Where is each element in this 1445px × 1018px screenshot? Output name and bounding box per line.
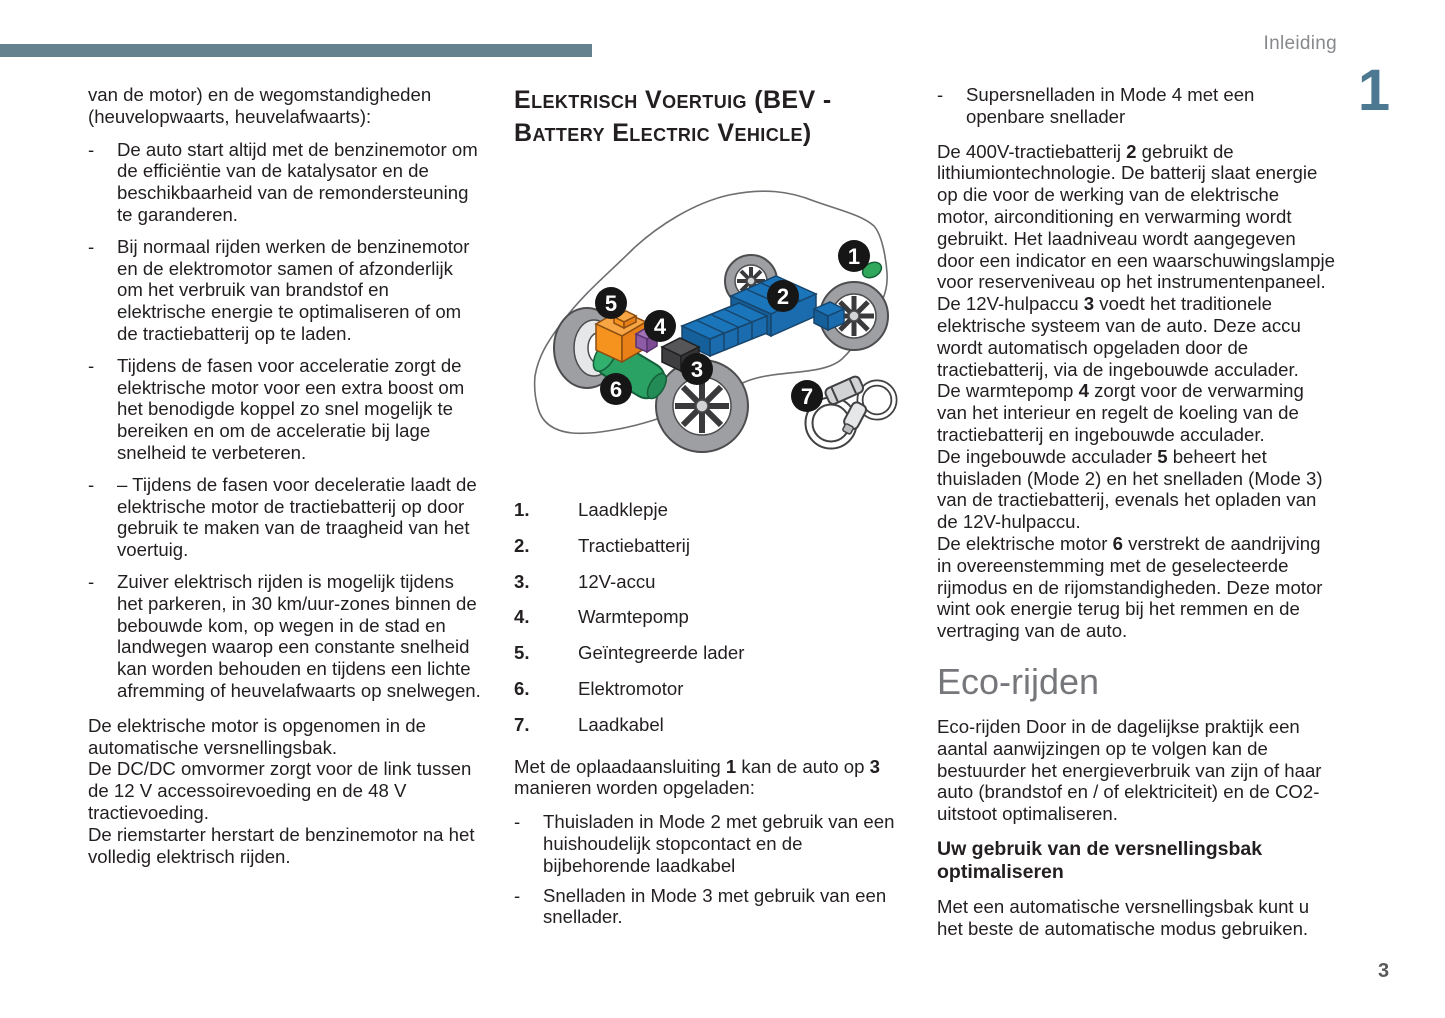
charging-cable-part [809,375,894,445]
bullet-text: De auto start altijd met de benzinemotor om de efficiëntie van de katalysator en de beschikbaarheid van de remondersteuning te garanderen. [117,138,478,225]
section-header: Inleiding [1263,33,1337,54]
svg-text:5: 5 [604,291,618,316]
badge-1 [838,240,870,272]
svg-text:2: 2 [776,284,790,309]
paragraph: De DC/DC omvormer zorgt voor de link tussen de 12 V accessoirevoeding en de 48 V tractievoeding. [88,758,472,823]
bullet-item [514,811,914,876]
badge-3 [681,353,713,385]
bullet-text: Supersnelladen in Mode 4 met een openbare snellader [966,84,1255,127]
bullet-marker: - [88,473,95,495]
page-number: 3 [1378,960,1390,982]
badge-2 [767,280,799,312]
legend-label: Elektromotor [578,677,684,699]
section-title-line2: Battery Electric Vehicle) [514,119,812,147]
bullet-text: Thuisladen in Mode 2 met gebruik van een huishoudelijk stopcontact en de bijbehorende laadkabel [543,811,895,876]
bullet-item [937,84,1335,128]
gearbox-subheading: Uw gebruik van de versnellingsbak optimaliseren [937,837,1263,884]
bullet-marker: - [88,354,95,376]
charging-intro: Met de oplaadaansluiting 1 kan de auto op 3 manieren worden opgeladen: [514,755,880,799]
eco-driving-heading: Eco-rijden [937,660,1100,702]
bullet-item [514,885,914,929]
legend-number: 4. [514,606,530,628]
legend-number: 2. [514,534,530,556]
chapter-number: 1 [1357,58,1391,123]
left-column [88,84,481,867]
bullet-marker: - [514,884,521,906]
bullet-text: Bij normaal rijden werken de benzinemotor en de elektromotor samen of afzonderlijk om het verbruik van brandstof en elektrische energie te optimaliseren of om de tractiebatterij op te laden. [117,235,470,344]
bullet-text: – Tijdens de fasen voor deceleratie laadt de elektrische motor de tractiebatterij op door gebruik te maken van de traagheid van het voertuig. [117,473,477,561]
middle-column [514,84,914,928]
bullet-item [88,571,481,702]
legend-number: 7. [514,713,530,735]
bullet-item [88,139,481,226]
bev-diagram-container [514,163,914,493]
legend-number: 3. [514,570,530,592]
bullet-text: Tijdens de fasen voor acceleratie zorgt de elektrische motor voor een extra boost om het benodigde koppel zo snel mogelijk te bereiken en om de acceleratie bij lage snelheid te verbeteren. [117,354,465,463]
badge-7 [791,380,823,412]
bullet-item [88,236,481,345]
section-title [514,84,914,150]
paragraph: De warmtepomp 4 zorgt voor de verwarming van het interieur en regelt de koeling van de tractiebatterij en ingebouwde acculader. [937,380,1304,445]
badge-5 [595,287,627,319]
bullet-list [88,139,481,702]
bullet-marker: - [88,570,95,592]
paragraph: De elektrische motor is opgenomen in de automatische versnellingsbak. [88,714,426,758]
paragraph-block [937,141,1335,642]
bullet-marker: - [88,138,95,160]
legend-label: Laadkabel [578,713,664,735]
legend-label: 12V-accu [578,570,656,592]
section-title-line1: Elektrisch Voertuig (BEV - [514,86,832,114]
svg-text:7: 7 [800,384,814,409]
badge-4 [644,310,676,342]
bullet-text: Zuiver elektrisch rijden is mogelijk tijdens het parkeren, in 30 km/uur-zones binnen de bebouwde kom, op wegen in de stad en landwegen waarop een constante snelheid kan worden behouden en tijdens een lichte afremming of heuvelafwaarts op snelwegen. [117,570,481,701]
paragraph: De ingebouwde acculader 5 beheert het thuisladen (Mode 2) en het snelladen (Mode 3) van de tractiebatterij, evenals het opladen van de 12V-hulpaccu. [937,445,1323,533]
paragraph: De elektrische motor 6 verstrekt de aandrijving in overeenstemming met de geselecteerde rijmodus en de rijomstandigheden. Deze motor wint ook energie terug bij het remmen en de vertraging van de auto. [937,532,1323,642]
paragraph: De 12V-hulpaccu 3 voedt het traditionele elektrische systeem van de auto. Deze accu wordt automatisch opgeladen door de tractiebatterij, via de ingebouwde acculader. [937,293,1301,380]
svg-text:1: 1 [847,244,861,269]
legend-number: 5. [514,642,530,664]
bev-diagram [514,163,924,493]
svg-text:6: 6 [609,377,623,402]
paragraph: Met een automatische versnellingsbak kunt u het beste de automatische modus gebruiken. [937,895,1310,939]
legend-row [514,606,914,628]
paragraph: De 400V-tractiebatterij 2 gebruikt de lithiumiontechnologie. De batterij slaat energie op die voor de werking van de elektrische motor, airconditioning en verwarming wordt gebruikt. Het laadniveau wordt aangegeven door een indicator en een waarschuwingslampje voor reserveniveau op het instrumentenpaneel. [937,140,1335,293]
legend-label: Warmtepomp [578,606,689,628]
paragraph: Eco-rijden Door in de dagelijkse praktijk een aantal aanwijzingen op te volgen kan de bestuurder het energieverbruik van zijn of haar auto (brandstof en / of elektriciteit) en de CO2-uitstoot optimaliseren. [937,715,1322,825]
legend-number: 1. [514,499,530,520]
legend-row [514,678,914,700]
charging-bullet-list [514,811,914,928]
legend-label: Tractiebatterij [578,534,690,556]
legend-row [514,714,914,736]
right-column [937,84,1335,940]
paragraph-block [88,715,481,868]
bullet-marker: - [937,84,944,105]
header-rule [0,44,592,57]
bullet-item [88,474,481,561]
bullet-marker: - [88,235,95,257]
legend-row [514,535,914,557]
svg-text:3: 3 [690,357,704,382]
bullet-item [88,355,481,464]
badge-6 [600,373,632,405]
bullet-text: Snelladen in Mode 3 met gebruik van een snellader. [543,884,887,928]
legend-number: 6. [514,677,530,699]
bullet-marker: - [514,811,521,833]
legend-row [514,571,914,593]
legend-row [514,499,914,521]
legend-label: Laadklepje [578,499,668,520]
diagram-legend [514,499,914,736]
paragraph: De riemstarter herstart de benzinemotor na het volledig elektrisch rijden. [88,823,475,867]
intro-paragraph: van de motor) en de wegomstandigheden (heuvelopwaarts, heuvelafwaarts): [88,84,432,127]
legend-row [514,642,914,664]
legend-label: Geïntegreerde lader [578,642,745,664]
svg-text:4: 4 [653,314,667,339]
